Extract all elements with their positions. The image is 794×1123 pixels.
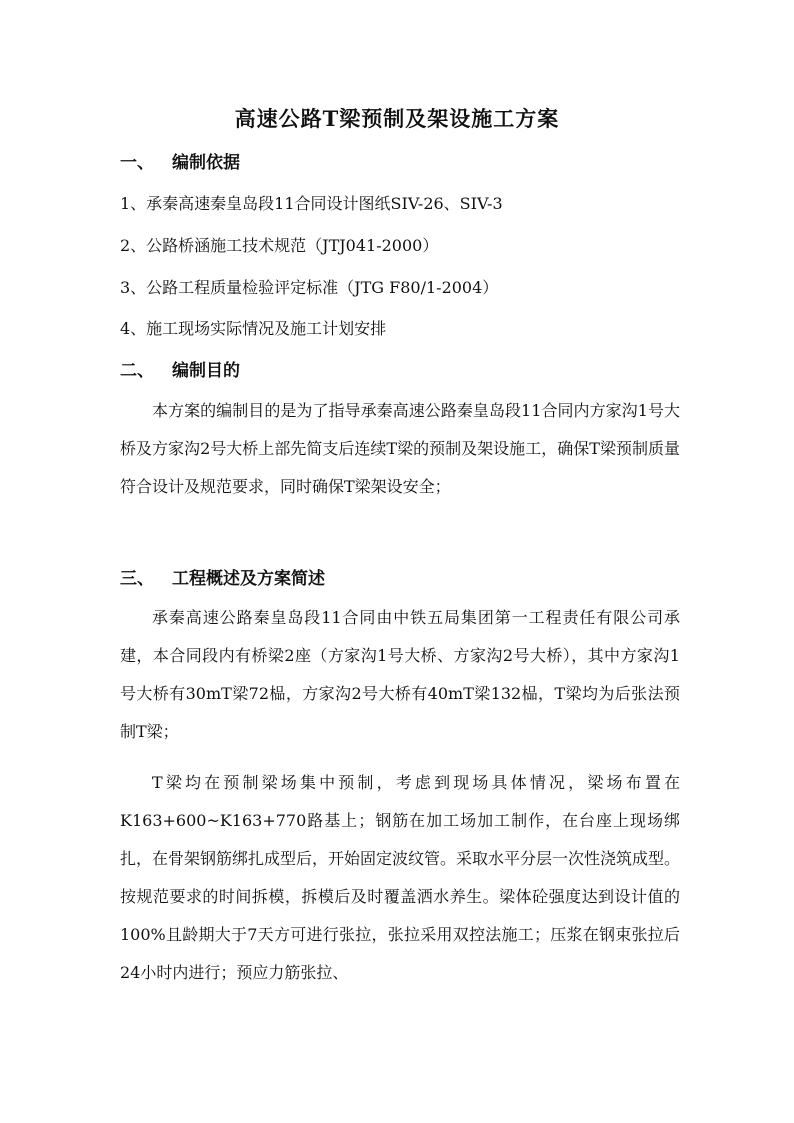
overview-paragraph: T梁均在预制梁场集中预制，考虑到现场具体情况，梁场布置在K163+600~K163+770路基上；钢筋在加工场加工制作，在台座上现场绑扎，在骨架钢筋绑扎成型后，开始固定波纹管。采取水平分层一次性浇筑成型。按规范要求的时间拆模，拆模后及时覆盖洒水养生。梁体砼强度达到设计值的100%且龄期大于7天方可进行张拉，张拉采用双控法施工；压浆在钢束张拉后24小时内进行；预应力筋张拉、 <box>120 773 681 982</box>
section-title: 编制依据 <box>172 153 240 173</box>
section-number: 三、 <box>120 569 154 589</box>
section-heading-basis <box>120 148 240 173</box>
basis-item: 2、公路桥涵施工技术规范（JTJ041-2000） <box>120 236 439 255</box>
section-number: 一、 <box>120 153 154 173</box>
basis-item: 1、承秦高速秦皇岛段11合同设计图纸SIV-26、SIV-3 <box>120 194 503 213</box>
section-title: 工程概述及方案简述 <box>172 569 325 589</box>
basis-item: 3、公路工程质量检验评定标准（JTG F80/1-2004） <box>120 278 499 297</box>
document-title: 高速公路T梁预制及架设施工方案 <box>234 106 560 131</box>
section-number: 二、 <box>120 361 154 381</box>
section-heading-purpose <box>120 356 240 381</box>
section-heading-overview <box>120 564 325 589</box>
purpose-paragraph: 本方案的编制目的是为了指导承秦高速公路秦皇岛段11合同内方家沟1号大桥及方家沟2号大桥上部先简支后连续T梁的预制及架设施工，确保T梁预制质量符合设计及规范要求，同时确保T梁架设安全； <box>120 401 680 496</box>
section-title: 编制目的 <box>172 361 240 381</box>
overview-paragraph: 承秦高速公路秦皇岛段11合同由中铁五局集团第一工程责任有限公司承建，本合同段内有桥梁2座（方家沟1号大桥、方家沟2号大桥），其中方家沟1号大桥有30mT梁72榀，方家沟2号大桥有40mT梁132榀，T梁均为后张法预制T梁； <box>120 608 680 741</box>
basis-item: 4、施工现场实际情况及施工计划安排 <box>120 319 387 338</box>
